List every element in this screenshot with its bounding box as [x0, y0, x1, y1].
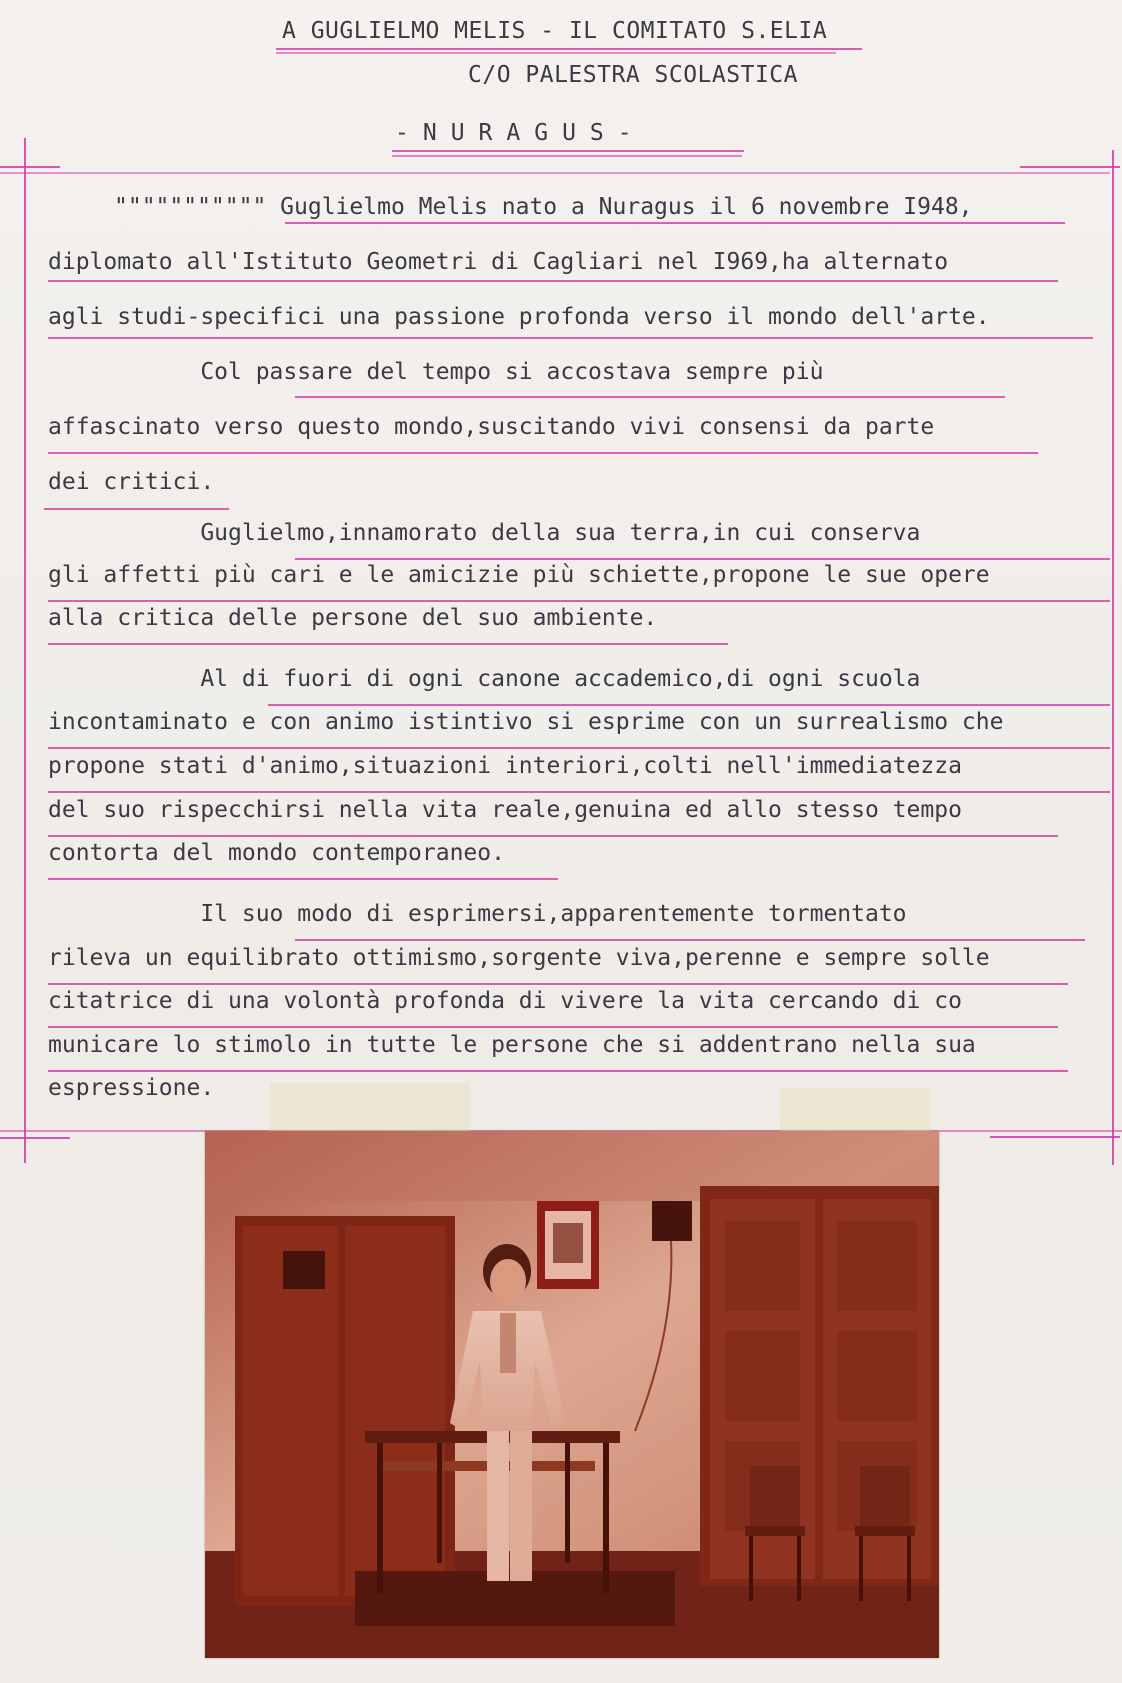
margin-line-top-left: [0, 166, 60, 168]
text-line: contorta del mondo contemporaneo.: [48, 840, 505, 866]
text-line: propone stati d'animo,situazioni interiori,colti nell'immediatezza: [48, 753, 962, 779]
text-line: diplomato all'Istituto Geometri di Cagliari nel I969,ha alternato: [48, 249, 949, 275]
text-line: municare lo stimolo in tutte le persone che si addentrano nella sua: [48, 1032, 976, 1058]
document-title: -NURAGUS-: [395, 120, 646, 146]
marker-underline: [295, 939, 1085, 941]
text-line: Al di fuori di ogni canone accademico,di ogni scuola: [48, 666, 921, 692]
text-line: del suo rispecchirsi nella vita reale,genuina ed allo stesso tempo: [48, 797, 962, 823]
margin-line-top-right: [1020, 166, 1120, 168]
tape-strip: [270, 1083, 470, 1138]
marker-underline: [48, 1070, 1068, 1072]
marker-underline: [48, 983, 1068, 985]
marker-underline: [295, 396, 1005, 398]
marker-underline: [48, 747, 1110, 749]
title-underline: [392, 150, 744, 152]
marker-underline: [295, 558, 1110, 560]
text-line: affascinato verso questo mondo,suscitando vivi consensi da parte: [48, 414, 935, 440]
attached-photograph: [205, 1131, 939, 1658]
text-line: incontaminato e con animo istintivo si esprime con un surrealismo che: [48, 709, 1004, 735]
marker-underline: [48, 600, 1110, 602]
marker-underline: [48, 878, 558, 880]
margin-line-top: [0, 172, 1110, 174]
tape-strip: [780, 1088, 930, 1133]
marker-underline: [48, 1026, 1058, 1028]
text-line: espressione.: [48, 1075, 215, 1101]
text-line: agli studi-specifici una passione profonda verso il mondo dell'arte.: [48, 304, 990, 330]
text-line: rileva un equilibrato ottimismo,sorgente viva,perenne e sempre solle: [48, 945, 990, 971]
marker-underline: [48, 835, 1058, 837]
text-line: """"""""""" Guglielmo Melis nato a Nuragus il 6 novembre I948,: [114, 194, 973, 220]
text-line: alla critica delle persone del suo ambiente.: [48, 605, 658, 631]
text-line: citatrice di una volontà profonda di vivere la vita cercando di co: [48, 988, 962, 1014]
margin-line-right: [1112, 150, 1114, 1165]
header-location: C/O PALESTRA SCOLASTICA: [468, 62, 798, 88]
header-recipient: A GUGLIELMO MELIS - IL COMITATO S.ELIA: [282, 18, 828, 44]
marker-underline: [48, 337, 1093, 339]
header-underline-2: [276, 52, 836, 54]
marker-underline: [268, 704, 1110, 706]
header-underline: [276, 48, 862, 50]
marker-underline: [48, 791, 1110, 793]
text-line: gli affetti più cari e le amicizie più schiette,propone le sue opere: [48, 562, 990, 588]
title-underline-2: [392, 155, 742, 157]
marker-underline: [48, 643, 728, 645]
margin-line-left: [24, 138, 26, 1163]
marker-underline: [44, 508, 229, 510]
text-line: Il suo modo di esprimersi,apparentemente tormentato: [48, 901, 907, 927]
margin-line-bottom-left: [0, 1137, 70, 1139]
marker-underline: [285, 222, 1065, 224]
text-line: Guglielmo,innamorato della sua terra,in cui conserva: [48, 520, 921, 546]
text-line: dei critici.: [48, 469, 215, 495]
margin-line-bottom-right: [990, 1136, 1120, 1138]
marker-underline: [48, 452, 1038, 454]
marker-underline: [48, 280, 1058, 282]
text-line: Col passare del tempo si accostava sempre più: [48, 359, 824, 385]
